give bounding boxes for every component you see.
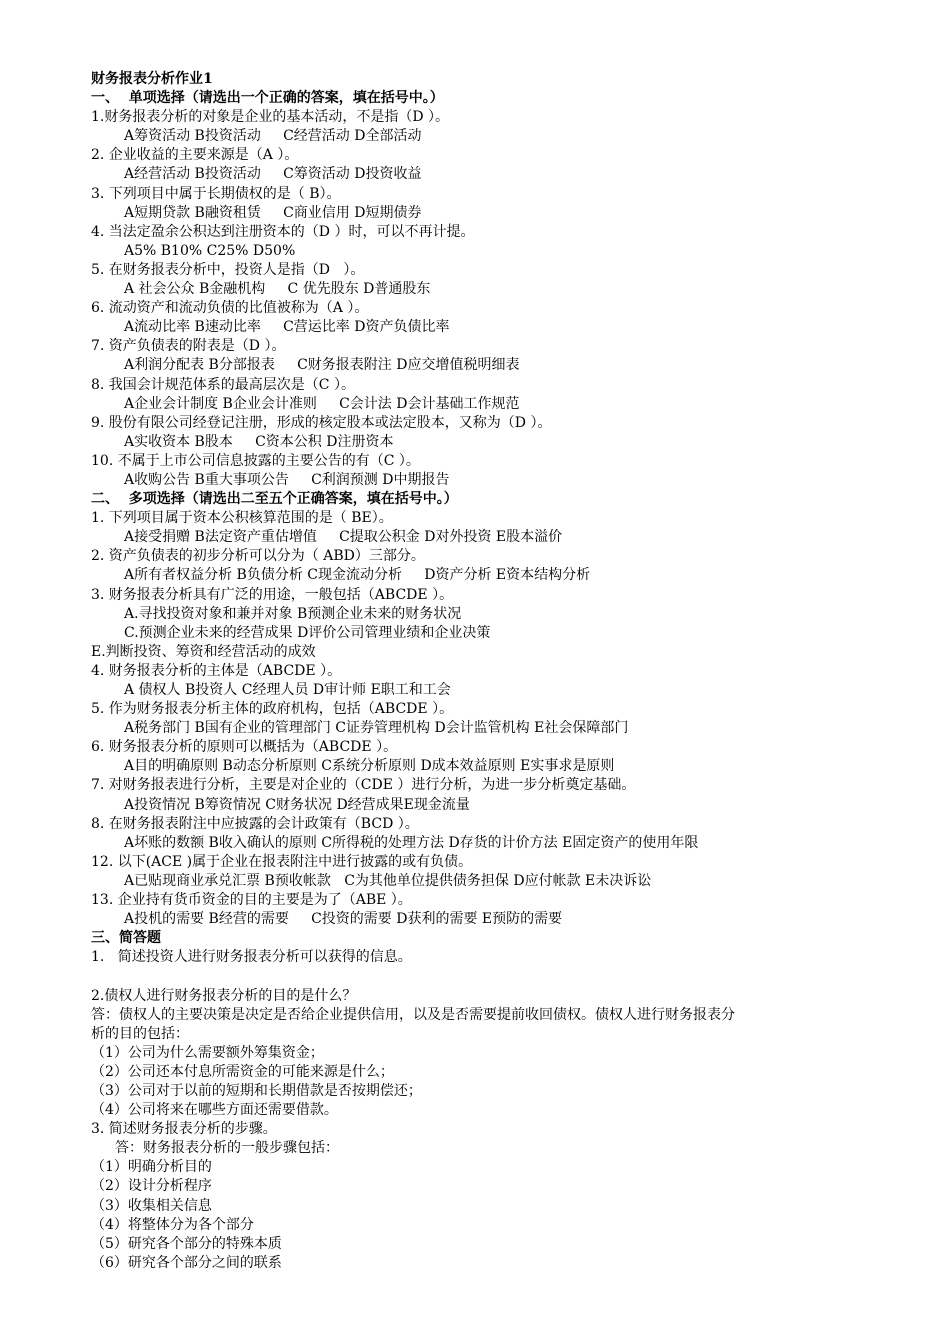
text-line: 析的目的包括： bbox=[91, 1025, 189, 1042]
text-line: 1. 简述投资人进行财务报表分析可以获得的信息。 bbox=[91, 949, 412, 966]
text-line: A 社会公众 B金融机构 C 优先股东 D普通股东 bbox=[124, 281, 431, 298]
text-line: A投机的需要 B经营的需要 C投资的需要 D获利的需要 E预防的需要 bbox=[124, 911, 563, 928]
text-line: A目的明确原则 B动态分析原则 C系统分析原则 D成本效益原则 E实事求是原则 bbox=[124, 758, 615, 775]
text-line: C.预测企业未来的经营成果 D评价公司管理业绩和企业决策 bbox=[124, 624, 491, 641]
blank-line bbox=[91, 967, 881, 986]
text-line: 7. 资产负债表的附表是（D ）。 bbox=[91, 338, 286, 355]
text-line: 6. 流动资产和流动负债的比值被称为（A ）。 bbox=[91, 300, 369, 317]
text-line: A坏账的数额 B收入确认的原则 C所得税的处理方法 D存货的计价方法 E固定资产的使用年限 bbox=[124, 834, 699, 851]
text-line: 答：财务报表分析的一般步骤包括： bbox=[115, 1140, 339, 1157]
text-line: 13. 企业持有货币资金的目的主要是为了（ABE ）。 bbox=[91, 892, 412, 909]
text-line: 6. 财务报表分析的原则可以概括为（ABCDE ）。 bbox=[91, 739, 398, 756]
text-line: 4. 当法定盈余公积达到注册资本的（D ）时，可以不再计提。 bbox=[91, 223, 475, 240]
text-line: （5）研究各个部分的特殊本质 bbox=[91, 1235, 282, 1252]
text-line: A利润分配表 B分部报表 C财务报表附注 D应交增值税明细表 bbox=[124, 357, 520, 374]
text-line: 4. 财务报表分析的主体是（ABCDE ）。 bbox=[91, 662, 342, 679]
text-line: 答：债权人的主要决策是决定是否给企业提供信用，以及是否需要提前收回债权。债权人进行财务报表分 bbox=[91, 1006, 735, 1023]
text-line: （4）将整体分为各个部分 bbox=[91, 1216, 254, 1233]
text-line: 1.财务报表分析的对象是企业的基本活动，不是指（D ）。 bbox=[91, 109, 450, 126]
text-line: A短期贷款 B融资租赁 C商业信用 D短期债券 bbox=[124, 204, 422, 221]
text-line: 1. 下列项目属于资本公积核算范围的是（ BE）。 bbox=[91, 510, 393, 527]
text-line: （4）公司将来在哪些方面还需要借款。 bbox=[91, 1102, 338, 1119]
text-line: A.寻找投资对象和兼并对象 B预测企业未来的财务状况 bbox=[124, 605, 462, 622]
text-line: 2. 资产负债表的初步分析可以分为（ ABD）三部分。 bbox=[91, 548, 425, 565]
text-line: 12. 以下(ACE )属于企业在报表附注中进行披露的或有负债。 bbox=[91, 853, 473, 870]
text-line: 10. 不属于上市公司信息披露的主要公告的有（C ）。 bbox=[91, 452, 420, 469]
text-line: 7. 对财务报表进行分析，主要是对企业的（CDE ）进行分析，为进一步分析奠定基础。 bbox=[91, 777, 636, 794]
text-line: A接受捐赠 B法定资产重估增值 C提取公积金 D对外投资 E股本溢价 bbox=[124, 529, 563, 546]
section-heading: 三、简答题 bbox=[91, 930, 161, 947]
text-line: （2）设计分析程序 bbox=[91, 1178, 212, 1195]
text-line: （6）研究各个部分之间的联系 bbox=[91, 1254, 282, 1271]
text-line: A流动比率 B速动比率 C营运比率 D资产负债比率 bbox=[124, 319, 450, 336]
text-line: （1）明确分析目的 bbox=[91, 1159, 212, 1176]
text-line: A所有者权益分析 B负债分析 C现金流动分析 D资产分析 E资本结构分析 bbox=[124, 567, 591, 584]
text-line: 2. 企业收益的主要来源是（A ）。 bbox=[91, 147, 299, 164]
text-line: 8. 在财务报表附注中应披露的会计政策有（BCD ）。 bbox=[91, 815, 419, 832]
text-line: A经营活动 B投资活动 C筹资活动 D投资收益 bbox=[124, 166, 422, 183]
text-line: E.判断投资、筹资和经营活动的成效 bbox=[91, 643, 316, 660]
section-heading: 二、 多项选择（请选出二至五个正确答案，填在括号中。） bbox=[91, 491, 458, 508]
text-line: 8. 我国会计规范体系的最高层次是（C ）。 bbox=[91, 376, 355, 393]
text-line: 2.债权人进行财务报表分析的目的是什么？ bbox=[91, 987, 357, 1004]
text-line: A投资情况 B筹资情况 C财务状况 D经营成果E现金流量 bbox=[124, 796, 470, 813]
text-line: 5. 在财务报表分析中，投资人是指（D ）。 bbox=[91, 261, 365, 278]
text-line: A已贴现商业承兑汇票 B预收帐款 C为其他单位提供债务担保 D应付帐款 E未决诉讼 bbox=[124, 872, 652, 889]
section-heading: 一、 单项选择（请选出一个正确的答案，填在括号中。） bbox=[91, 90, 444, 107]
text-line: 3. 财务报表分析具有广泛的用途，一般包括（ABCDE ）。 bbox=[91, 586, 454, 603]
text-line: （1）公司为什么需要额外筹集资金； bbox=[91, 1044, 324, 1061]
text-line: A实收资本 B股本 C资本公积 D注册资本 bbox=[124, 433, 394, 450]
text-line: 3. 简述财务报表分析的步骤。 bbox=[91, 1121, 277, 1138]
text-line: A企业会计制度 B企业会计准则 C会计法 D会计基础工作规范 bbox=[124, 395, 520, 412]
document-title: 财务报表分析作业1 bbox=[91, 71, 213, 87]
text-line: A税务部门 B国有企业的管理部门 C证券管理机构 D会计监管机构 E社会保障部门 bbox=[124, 720, 629, 737]
document-body bbox=[91, 70, 881, 1273]
text-line: （2）公司还本付息所需资金的可能来源是什么； bbox=[91, 1063, 394, 1080]
text-line: （3）收集相关信息 bbox=[91, 1197, 212, 1214]
text-line: A收购公告 B重大事项公告 C利润预测 D中期报告 bbox=[124, 471, 450, 488]
text-line: A筹资活动 B投资活动 C经营活动 D全部活动 bbox=[124, 128, 422, 145]
text-line: 3. 下列项目中属于长期债权的是（ B）。 bbox=[91, 185, 341, 202]
text-line: （3）公司对于以前的短期和长期借款是否按期偿还； bbox=[91, 1082, 422, 1099]
text-line: A 债权人 B投资人 C经理人员 D审计师 E职工和工会 bbox=[124, 682, 451, 698]
text-line: A5% B10% C25% D50% bbox=[124, 242, 296, 259]
text-line: 9. 股份有限公司经登记注册，形成的核定股本或法定股本，又称为（D ）。 bbox=[91, 414, 552, 431]
text-line: 5. 作为财务报表分析主体的政府机构，包括（ABCDE ）。 bbox=[91, 701, 454, 718]
